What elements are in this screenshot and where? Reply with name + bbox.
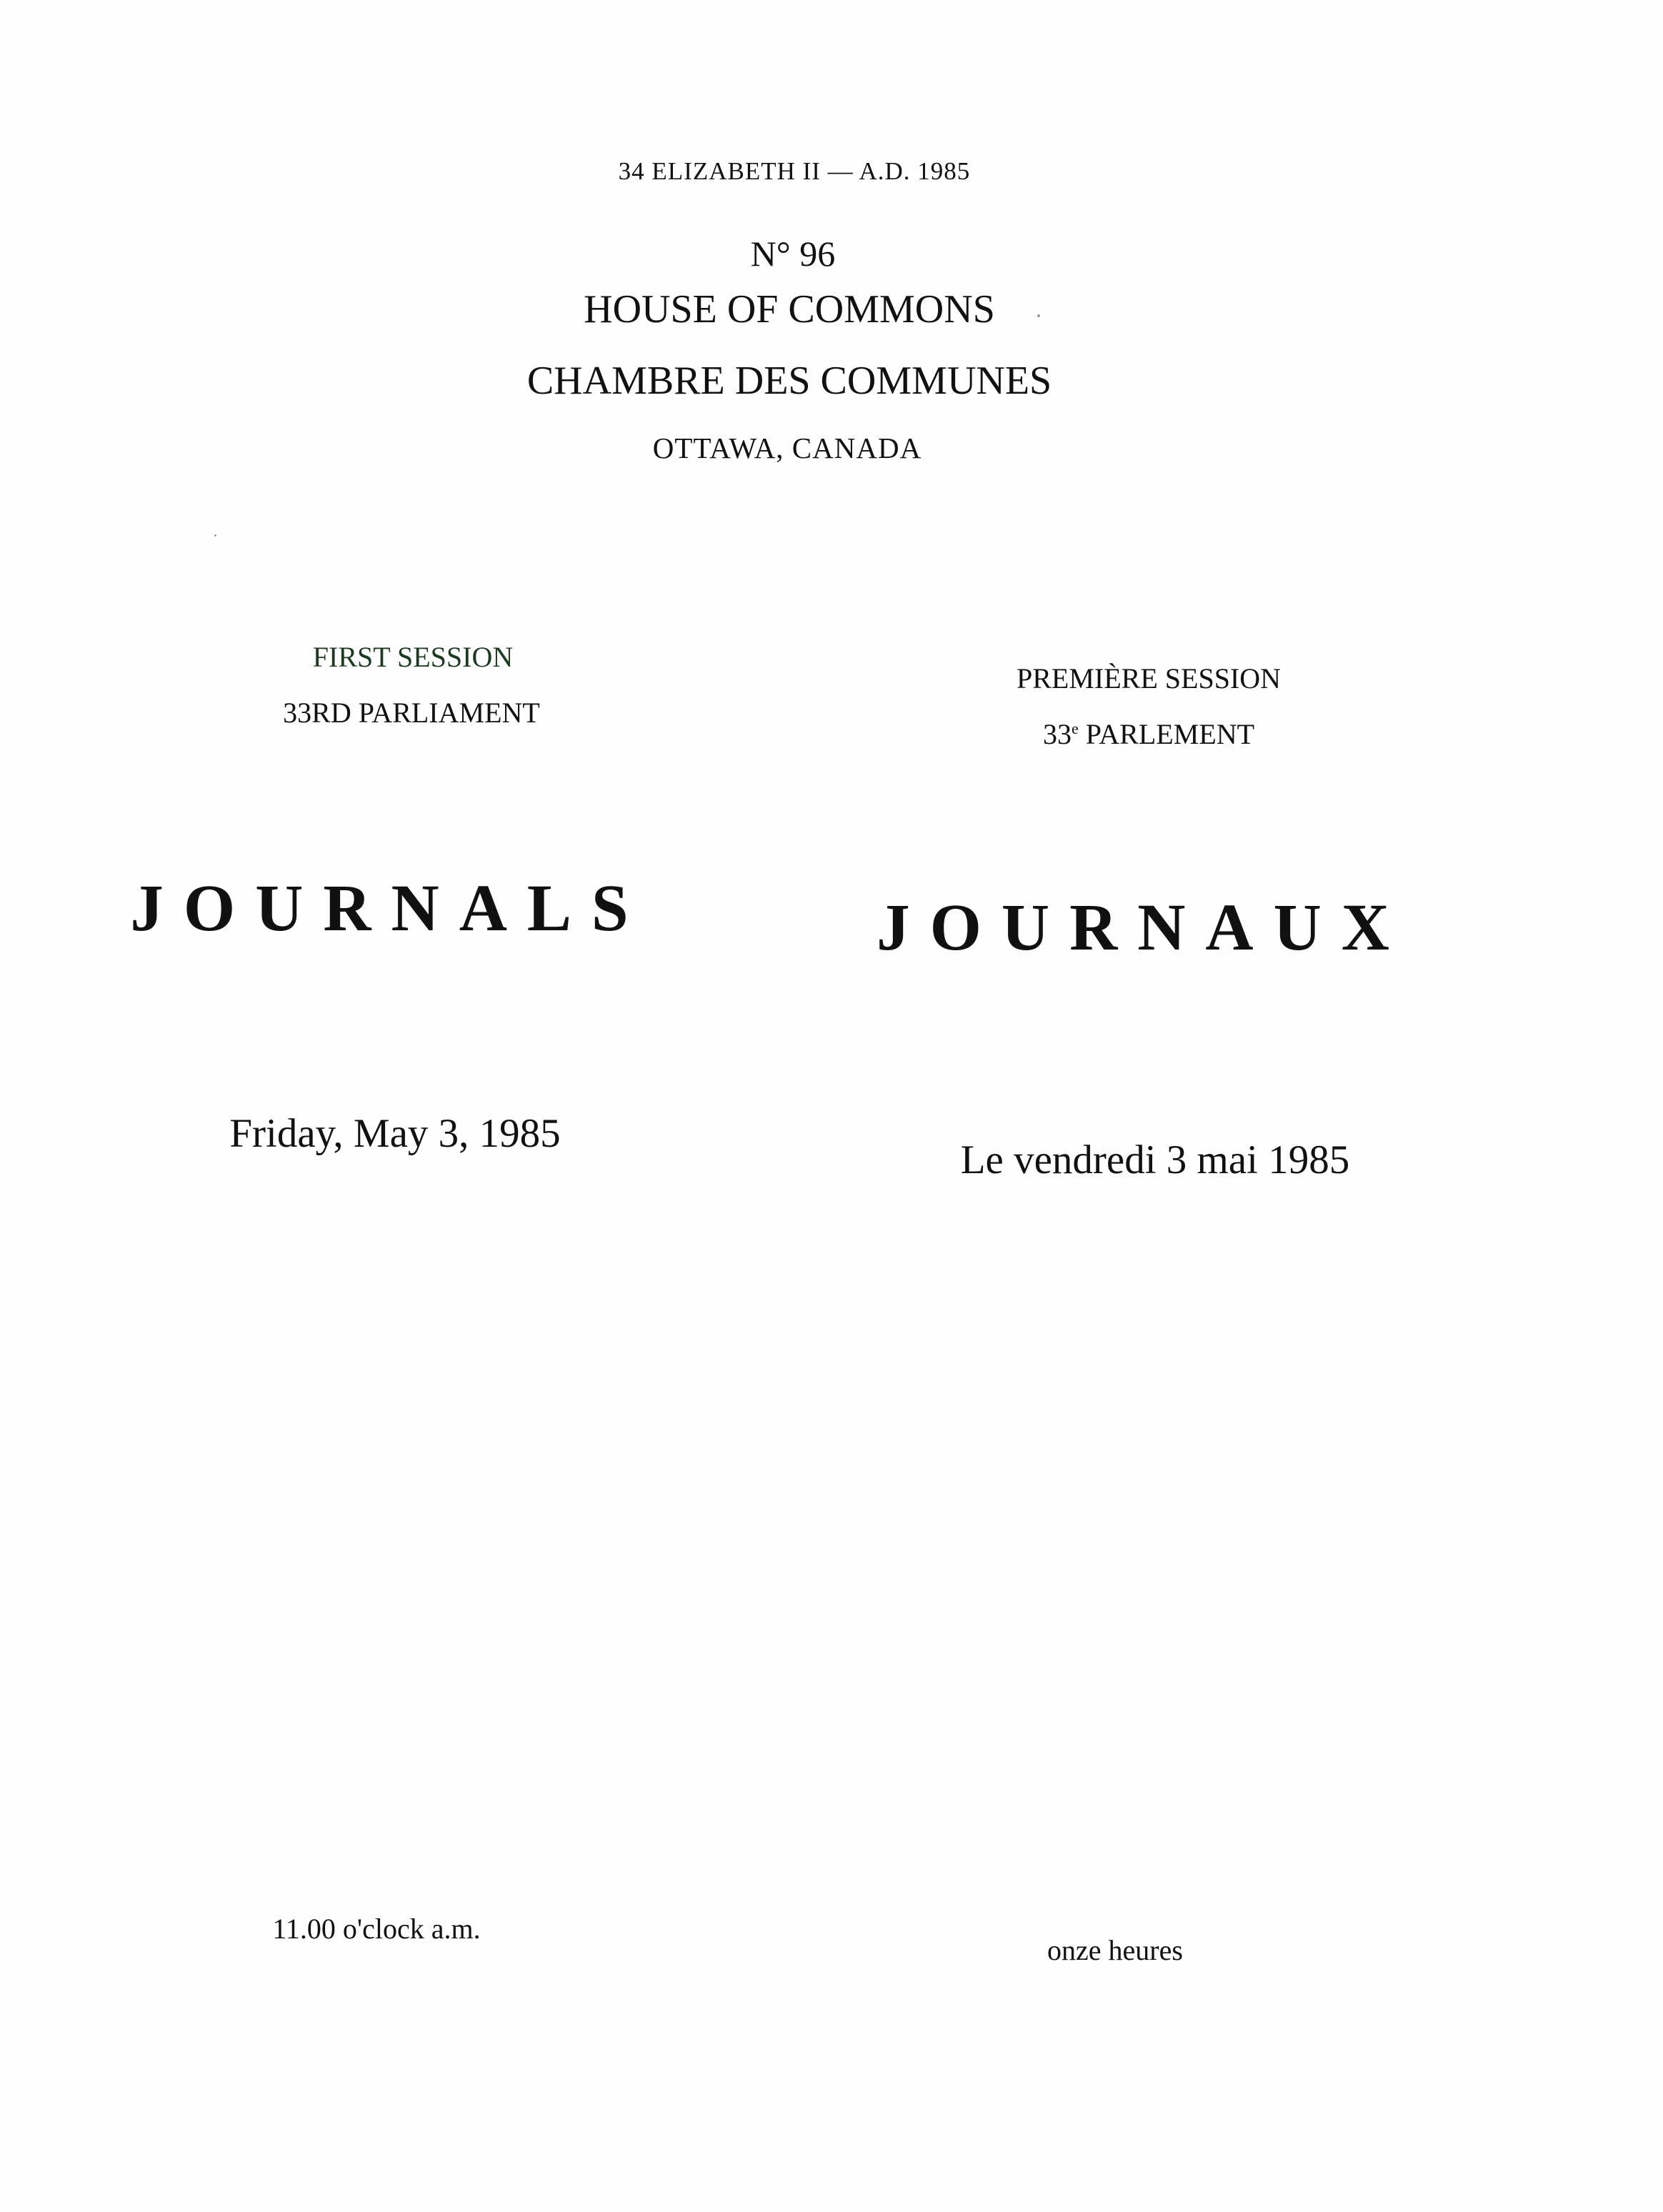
parliament-english: 33RD PARLIAMENT xyxy=(283,697,540,729)
parliament-french xyxy=(1043,720,1254,749)
date-french: Le vendredi 3 mai 1985 xyxy=(960,1137,1350,1182)
house-name-french: CHAMBRE DES COMMUNES xyxy=(526,359,1052,403)
date-english: Friday, May 3, 1985 xyxy=(229,1111,561,1156)
place-of-publication: OTTAWA, CANADA xyxy=(652,432,922,464)
parliament-number-french: 33 xyxy=(1042,718,1072,750)
house-name-english: HOUSE OF COMMONS xyxy=(584,287,995,332)
regnal-year: 34 ELIZABETH II — A.D. 1985 xyxy=(618,157,971,185)
paper-speck xyxy=(214,534,216,537)
sitting-time-french: onze heures xyxy=(1047,1934,1183,1966)
session-french: PREMIÈRE SESSION xyxy=(1016,662,1282,694)
sitting-time-english: 11.00 o'clock a.m. xyxy=(272,1913,481,1945)
title-french: JOURNAUX xyxy=(877,891,1409,965)
paper-speck xyxy=(1037,314,1040,317)
session-english: FIRST SESSION xyxy=(312,641,514,673)
issue-number: N° 96 xyxy=(750,234,836,274)
parliament-word-french: PARLEMENT xyxy=(1085,718,1255,750)
ordinal-suffix-french: e xyxy=(1071,719,1079,737)
title-english: JOURNALS xyxy=(130,872,649,945)
